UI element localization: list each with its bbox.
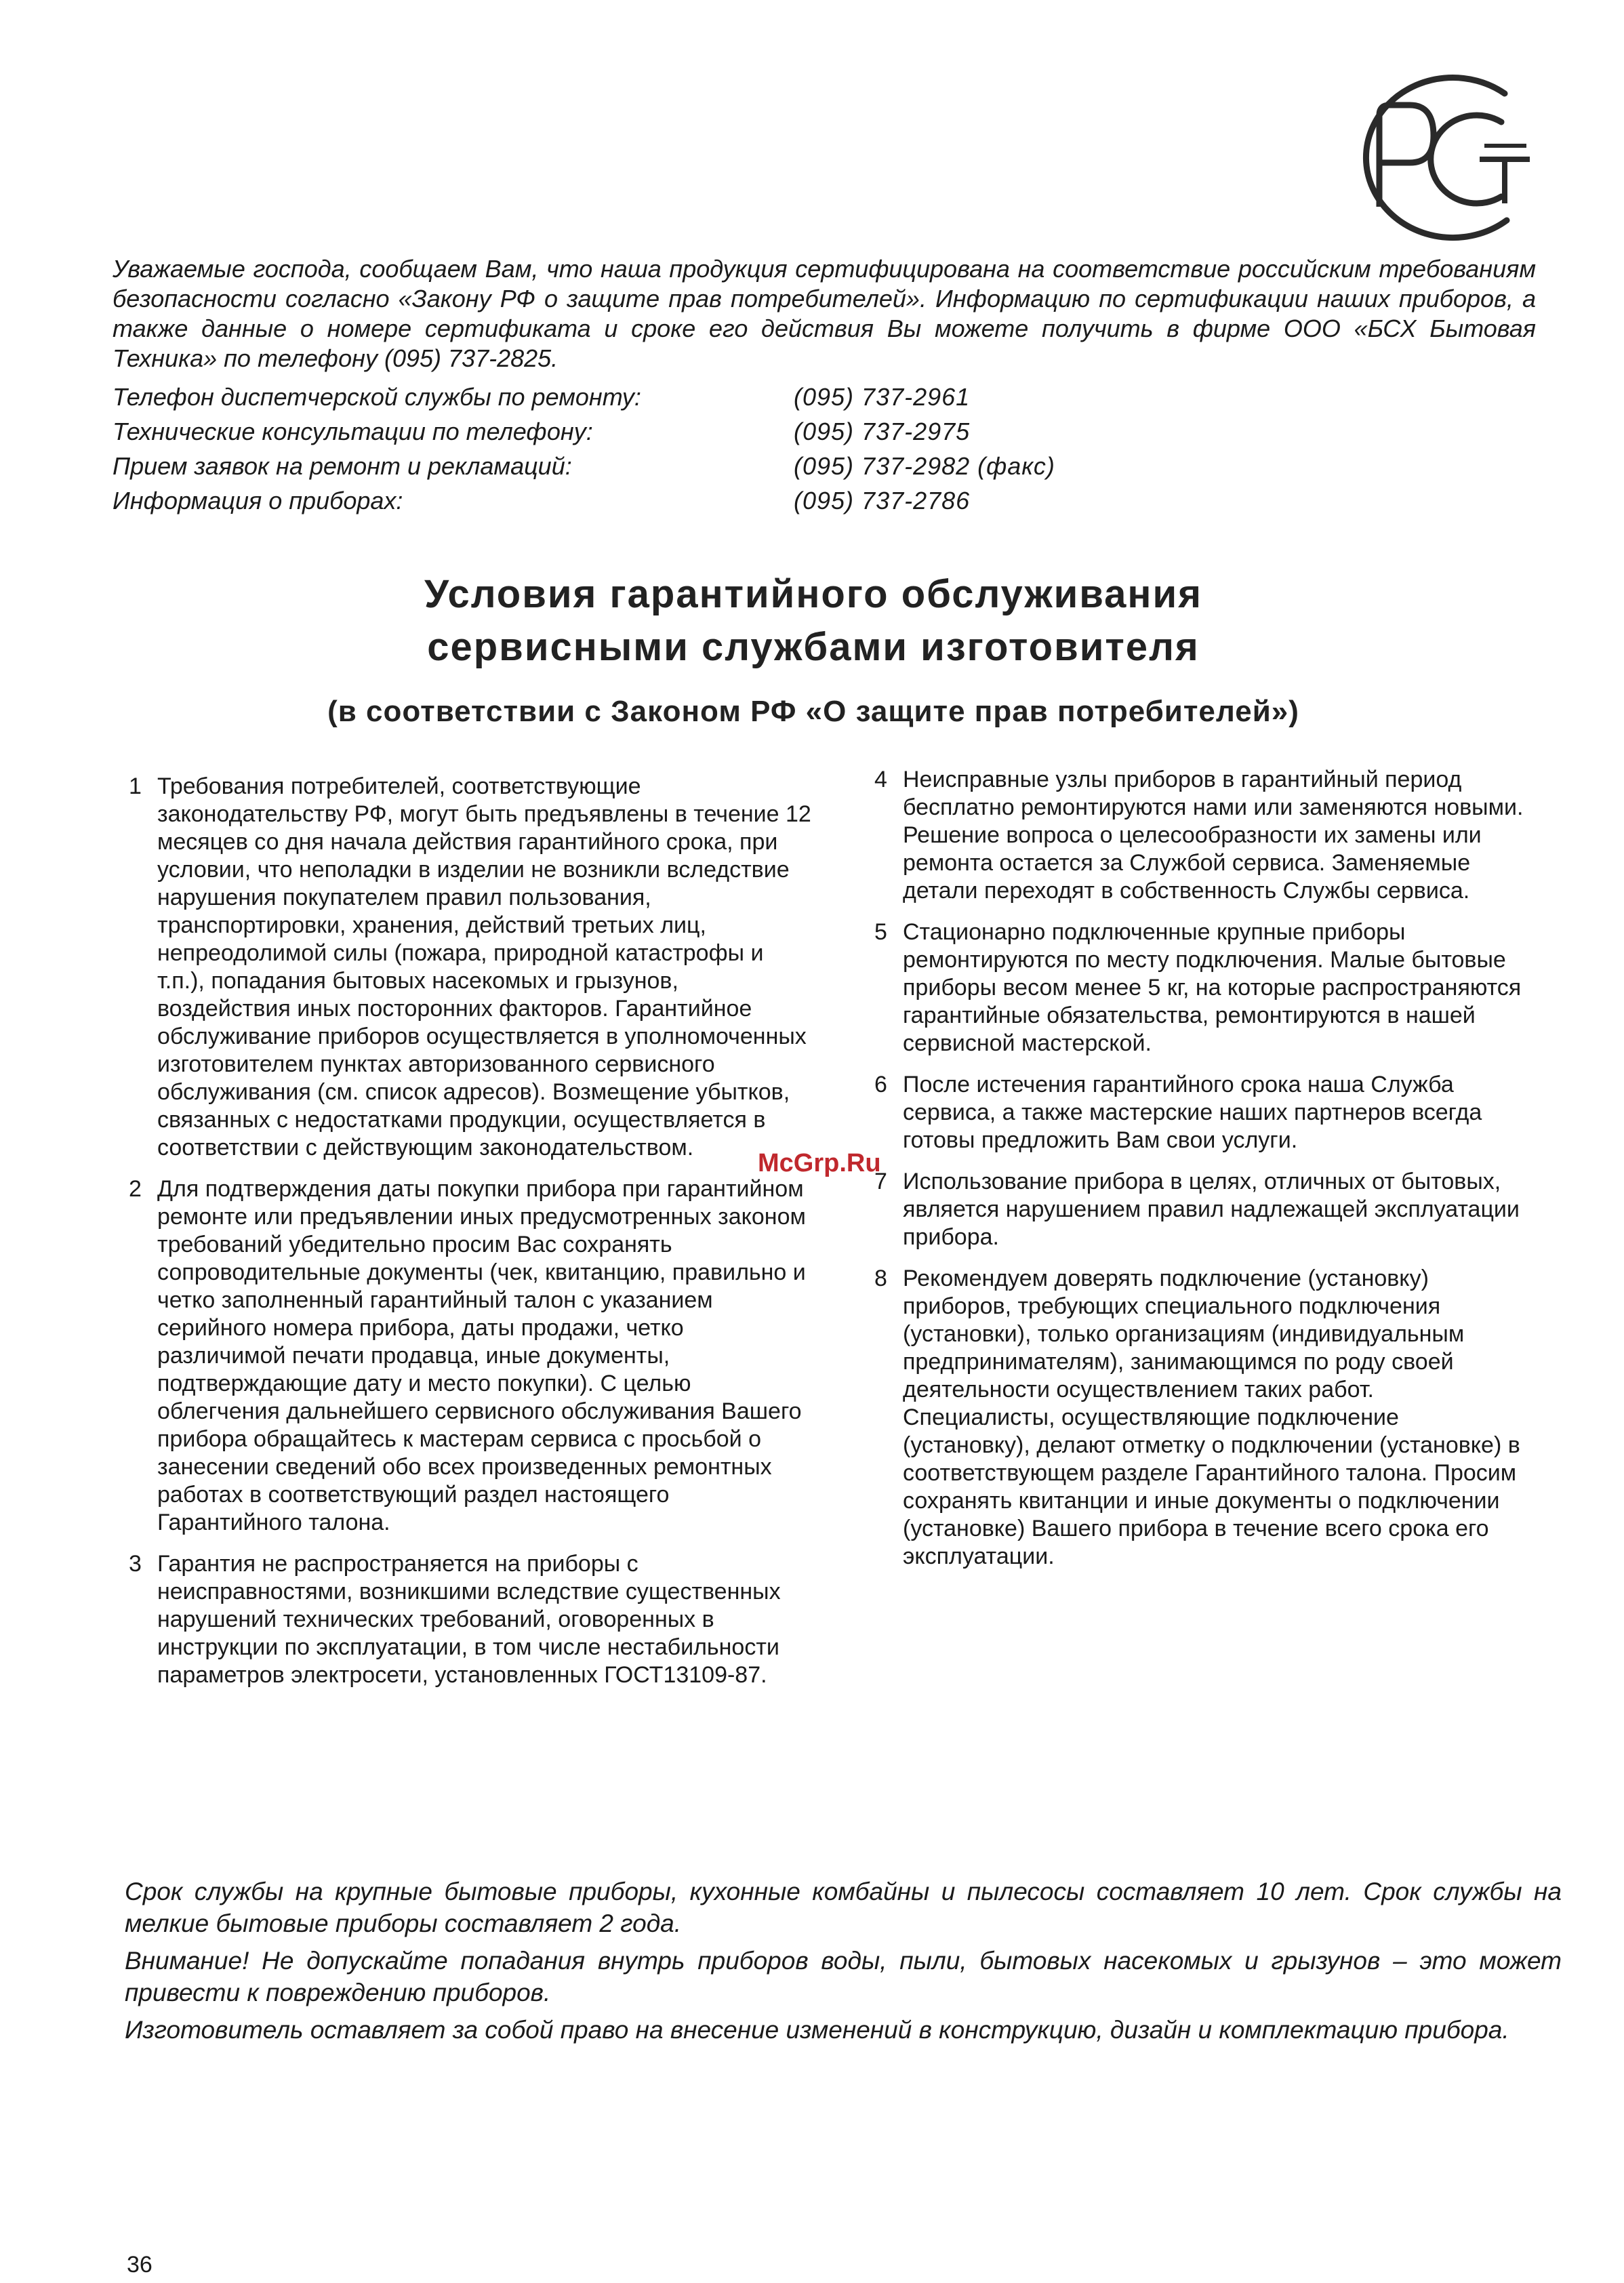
page-subtitle: (в соответствии с Законом РФ «О защите прав потребителей») (327, 695, 1299, 728)
page-title (203, 568, 1423, 674)
condition-number: 4 (874, 767, 887, 792)
condition-item (129, 1550, 813, 1689)
phone-number: (095) 737-2786 (794, 487, 971, 514)
condition-number: 8 (874, 1266, 887, 1291)
contact-label: Информация о приборах: (113, 487, 403, 514)
service-life-note: Срок службы на крупные бытовые приборы, кухонные комбайны и пылесосы составляет 10 лет. Срок службы на мелкие бытовые приборы составляет 2 года. (125, 1878, 1562, 1937)
condition-number: 1 (129, 773, 142, 799)
contact-label: Телефон диспетчерской службы по ремонту: (113, 383, 641, 411)
contact-row (113, 449, 1197, 483)
contact-label: Прием заявок на ремонт и рекламаций: (113, 452, 572, 480)
rst-certification-mark (1332, 68, 1535, 247)
contact-label: Технические консультации по телефону: (113, 418, 593, 445)
condition-item (874, 1265, 1525, 1571)
condition-item (129, 1175, 813, 1537)
warning-note: Внимание! Не допускайте попадания внутрь приборов воды, пыли, бытовых насекомых и грызунов – это может привести к повреждению приборов. (125, 1947, 1562, 2006)
condition-text: Стационарно подключенные крупные приборы ремонтируются по месту подключения. Малые бытовые приборы весом менее 5 кг, на которые распространяются гарантийные обязательства, ремонтируются в нашей сервисной мастерской. (903, 919, 1522, 1056)
condition-number: 7 (874, 1169, 887, 1194)
condition-item (874, 918, 1525, 1057)
condition-item (874, 766, 1525, 905)
contact-row (113, 380, 1197, 414)
condition-text: Неисправные узлы приборов в гарантийный период бесплатно ремонтируются нами или заменяются новыми. Решение вопроса о целесообразности их замены или ремонта остается за Службой сервиса. Заменяемые детали переходят в собственность Службы сервиса. (903, 767, 1524, 904)
rights-note: Изготовитель оставляет за собой право на внесение изменений в конструкцию, дизайн и комплектацию прибора. (125, 2016, 1509, 2044)
conditions-right-column (874, 766, 1525, 1584)
phone-number: (095) 737-2975 (794, 418, 971, 445)
certification-notice: Уважаемые господа, сообщаем Вам, что наша продукция сертифицирована на соответствие российским требованиям безопасности согласно «Закону РФ о защите прав потребителей». Информацию по сертификации наших приборов, а также данные о номере сертификата и сроке его действия Вы можете получить в фирме ООО «БСХ Бытовая Техника» по телефону (095) 737-2825. (113, 255, 1536, 372)
footer-notes (125, 1876, 1562, 2051)
condition-number: 2 (129, 1176, 142, 1202)
condition-text: После истечения гарантийного срока наша Служба сервиса, а также мастерские наших партнеров всегда готовы предложить Вам свои услуги. (903, 1072, 1482, 1153)
condition-item (874, 1071, 1525, 1154)
condition-text: Для подтверждения даты покупки прибора при гарантийном ремонте или предъявлении иных предусмотренных законом требований убедительно просим Вас сохранять сопроводительные документы (чек, квитанцию, правильно и четко заполненный гарантийный талон с указанием серийного номера прибора, даты продажи, четко различимой печати продавца, иные документы, подтверждающие дату и место покупки). С целью облегчения дальнейшего сервисного обслуживания Вашего прибора обращайтесь к мастерам сервиса с просьбой о занесении сведений обо всех произведенных ремонтных работах в соответствующий раздел настоящего Гарантийного талона. (157, 1176, 806, 1535)
condition-number: 5 (874, 919, 887, 945)
title-line: Условия гарантийного обслуживания (424, 572, 1202, 616)
contact-list (113, 380, 1197, 518)
condition-text: Гарантия не распространяется на приборы с неисправностями, возникшими вследствие существенных нарушений технических требований, оговоренных в инструкции по эксплуатации, в том числе нестабильности параметров электросети, установленных ГОСТ13109-87. (157, 1551, 781, 1688)
watermark-link[interactable]: McGrp.Ru (758, 1149, 881, 1177)
condition-item (874, 1168, 1525, 1251)
phone-number: (095) 737-2982 (факс) (794, 452, 1055, 480)
contact-row (113, 483, 1197, 518)
page-number: 36 (127, 2252, 153, 2278)
condition-text: Использование прибора в целях, отличных от бытовых, является нарушением правил надлежащей эксплуатации прибора. (903, 1169, 1520, 1250)
condition-item (129, 773, 813, 1162)
condition-text: Рекомендуем доверять подключение (установку) приборов, требующих специального подключения (установки), только организациям (индивидуальным предпринимателям), занимающимся по роду своей деятельности осуществлением таких работ. Специалисты, осуществляющие подключение (установку), делают отметку о подключении (установке) в соответствующем разделе Гарантийного талона. Просим сохранять квитанции и иные документы о подключении (установке) Вашего прибора в течение всего срока его эксплуатации. (903, 1266, 1520, 1569)
condition-text: Требования потребителей, соответствующие законодательству РФ, могут быть предъявлены в течение 12 месяцев со дня начала действия гарантийного срока, при условии, что неполадки в изделии не возникли вследствие нарушения покупателем правил пользования, транспортировки, хранения, действий третьих лиц, непреодолимой силы (пожара, природной катастрофы и т.п.), попадания бытовых насекомых и грызунов, воздействия иных посторонних факторов. Гарантийное обслуживание приборов осуществляется в уполномоченных изготовителем пунктах авторизованного сервисного обслуживания (см. список адресов). Возмещение убытков, связанных с недостатками продукции, осуществляется в соответствии с действующим законодательством. (157, 773, 811, 1160)
condition-number: 6 (874, 1072, 887, 1097)
contact-row (113, 414, 1197, 449)
condition-number: 3 (129, 1551, 142, 1577)
title-line: сервисными службами изготовителя (427, 625, 1200, 669)
conditions-left-column (129, 773, 813, 1703)
phone-number: (095) 737-2961 (794, 383, 971, 411)
